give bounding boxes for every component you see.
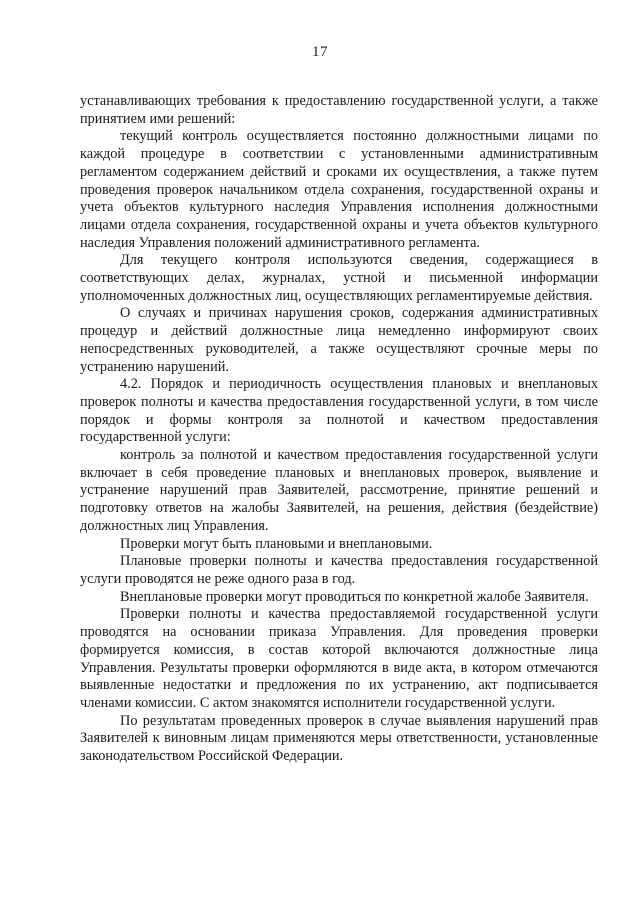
paragraph: контроль за полнотой и качеством предоставления государственной услуги включает в себя проведение плановых и внеплановых проверок, выявление и устранение нарушений прав Заявителей, рассмотрение, принятие решений и подготовку ответов на жалобы Заявителей, на решения, действия (бездействие) должностных лиц Управления. bbox=[80, 447, 598, 534]
document-body bbox=[80, 93, 598, 766]
paragraph: О случаях и причинах нарушения сроков, содержания административных процедур и действий должностные лица немедленно информируют своих непосредственных руководителей, а также осуществляют срочные меры по устранению нарушений. bbox=[80, 305, 598, 375]
paragraph: устанавливающих требования к предоставлению государственной услуги, а также принятием ими решений: bbox=[80, 93, 598, 127]
page-number: 17 bbox=[312, 44, 328, 60]
paragraph: По результатам проведенных проверок в случае выявления нарушений прав Заявителей к виновным лицам применяются меры ответственности, установленные законодательством Российской Федерации. bbox=[80, 712, 598, 765]
paragraph: 4.2. Порядок и периодичность осуществления плановых и внеплановых проверок полноты и качества предоставления государственной услуги, в том числе порядок и формы контроля за полнотой и качеством предоставления государственной услуги: bbox=[80, 376, 598, 446]
paragraph: Плановые проверки полноты и качества предоставления государственной услуги проводятся не реже одного раза в год. bbox=[80, 553, 598, 587]
paragraph: Внеплановые проверки могут проводиться по конкретной жалобе Заявителя. bbox=[120, 588, 589, 605]
paragraph: Проверки могут быть плановыми и внеплановыми. bbox=[120, 535, 433, 552]
paragraph: Для текущего контроля используются сведения, содержащиеся в соответствующих делах, журналах, устной и письменной информации уполномоченных должностных лиц, осуществляющих регламентируемые действия. bbox=[80, 252, 598, 304]
paragraph: Проверки полноты и качества предоставляемой государственной услуги проводятся на основании приказа Управления. Для проведения проверки формируется комиссия, в состав которой включаются должностные лица Управления. Результаты проверки оформляются в виде акта, в котором отмечаются выявленные недостатки и предложения по их устранению, акт подписывается членами комиссии. С актом знакомятся исполнители государственной услуги. bbox=[80, 606, 598, 711]
paragraph: текущий контроль осуществляется постоянно должностными лицами по каждой процедуре в соответствии с установленными административным регламентом содержанием действий и сроками их осуществления, а также путем проведения проверок начальником отдела сохранения, государственной охраны и учета объектов культурного наследия Управления исполнения должностными лицами отдела сохранения, государственной охраны и учета объектов культурного наследия Управления положений административного регламента. bbox=[80, 128, 598, 251]
